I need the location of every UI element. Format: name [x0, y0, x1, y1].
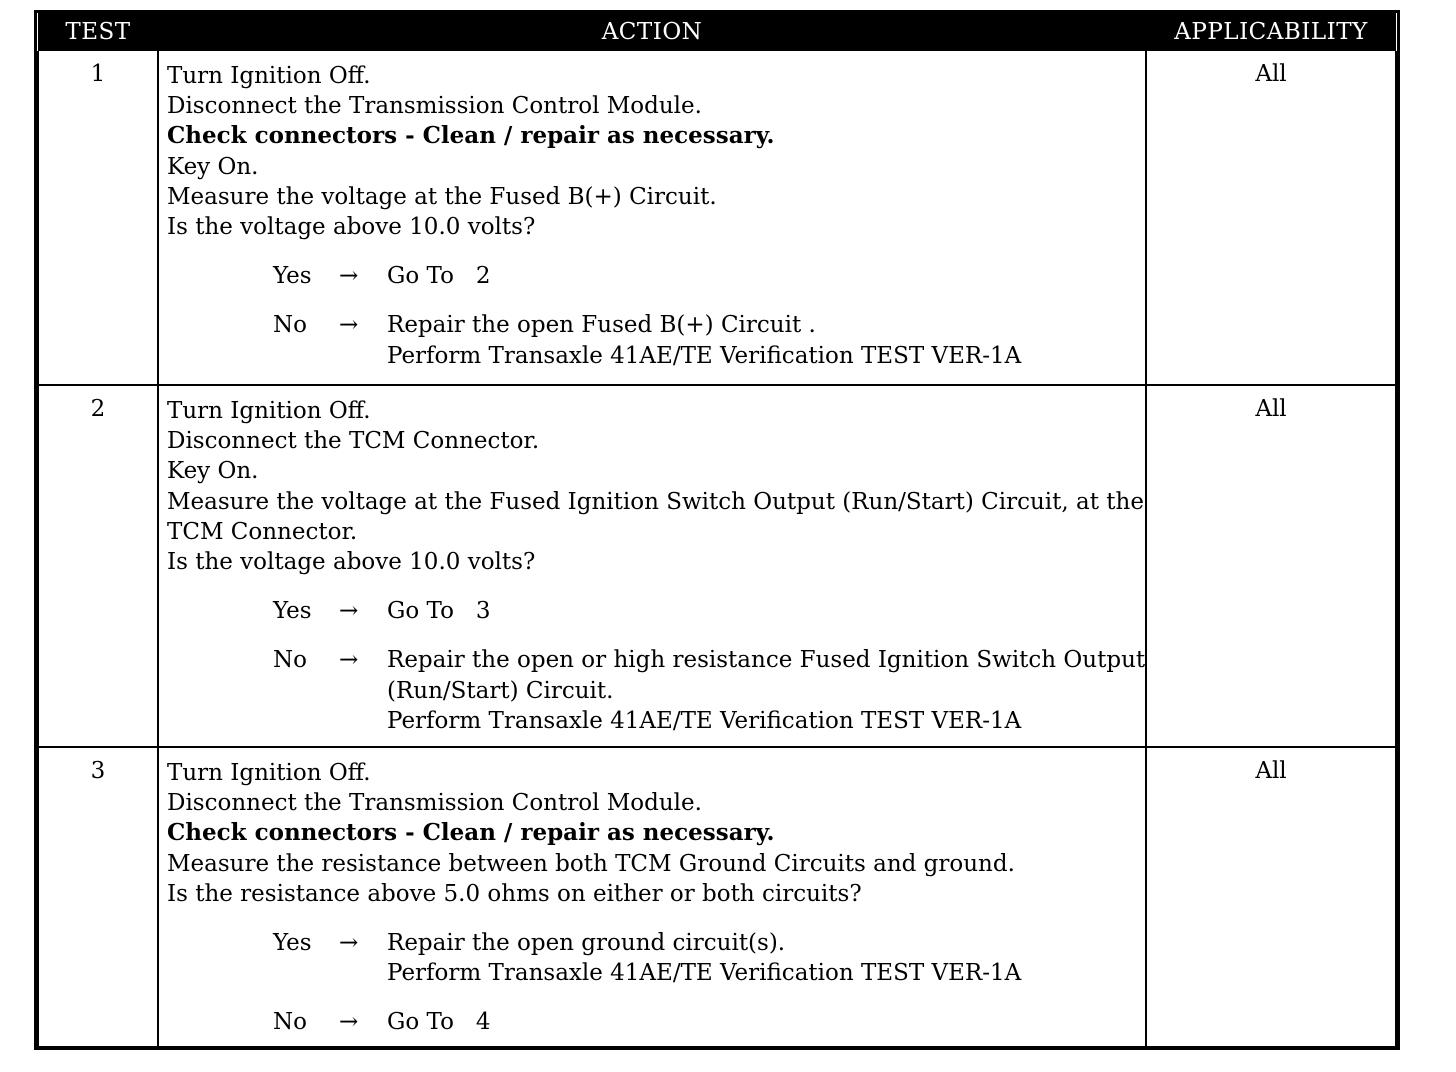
- branch-result: [387, 596, 1139, 626]
- result-text: Go To 2: [387, 263, 491, 290]
- step-text: Measure the voltage at the Fused Ignition Switch Output (Run/Start) Circuit, at the: [167, 488, 1144, 515]
- step-text: Key On.: [167, 458, 259, 485]
- table-row: [38, 747, 1396, 1047]
- step-text-bold: Check connectors - Clean / repair as necessary.: [167, 819, 775, 847]
- branch-answer: No: [273, 312, 307, 339]
- right-arrow-icon: →: [339, 647, 359, 674]
- result-text: Go To 4: [387, 1009, 491, 1036]
- branch-yes: [273, 261, 1139, 291]
- action-cell: [158, 747, 1146, 1047]
- branch-result: [387, 1007, 1139, 1037]
- header-applicability: APPLICABILITY: [1146, 13, 1396, 51]
- test-table: [37, 13, 1397, 1048]
- test-number: 1: [38, 51, 158, 385]
- branch-answer: No: [273, 1009, 307, 1036]
- diagnostic-test-table: [34, 10, 1400, 1050]
- table-row: [38, 51, 1396, 385]
- step-text: Disconnect the Transmission Control Module.: [167, 790, 702, 817]
- branch-no: [273, 310, 1139, 370]
- step-text: Disconnect the Transmission Control Module.: [167, 93, 702, 120]
- step-question: Is the voltage above 10.0 volts?: [167, 214, 536, 241]
- result-text: (Run/Start) Circuit.: [387, 677, 614, 704]
- step-text: Turn Ignition Off.: [167, 760, 371, 786]
- result-text: Perform Transaxle 41AE/TE Verification TEST VER-1A: [387, 960, 1022, 987]
- result-text: Perform Transaxle 41AE/TE Verification TEST VER-1A: [387, 342, 1022, 369]
- step-question: Is the voltage above 10.0 volts?: [167, 549, 536, 576]
- step-text: Turn Ignition Off.: [167, 398, 371, 424]
- applicability-cell: All: [1146, 747, 1396, 1047]
- result-text: Perform Transaxle 41AE/TE Verification TEST VER-1A: [387, 707, 1022, 734]
- step-text: Measure the voltage at the Fused B(+) Circuit.: [167, 183, 717, 210]
- action-cell: [158, 51, 1146, 385]
- right-arrow-icon: →: [339, 598, 359, 625]
- result-text: Repair the open or high resistance Fused Ignition Switch Output: [387, 647, 1146, 674]
- branch-result: [387, 645, 1145, 736]
- test-number: 3: [38, 747, 158, 1047]
- action-cell: [158, 385, 1146, 747]
- right-arrow-icon: →: [339, 263, 359, 290]
- step-text-bold: Check connectors - Clean / repair as necessary.: [167, 122, 775, 150]
- step-text: Measure the resistance between both TCM Ground Circuits and ground.: [167, 850, 1015, 877]
- branch-no: [273, 1007, 1139, 1037]
- header-row: [38, 13, 1396, 51]
- applicability-cell: All: [1146, 51, 1396, 385]
- branch-answer: Yes: [273, 930, 312, 957]
- branch-result: [387, 310, 1139, 370]
- test-number: 2: [38, 385, 158, 747]
- header-test: TEST: [38, 13, 158, 51]
- right-arrow-icon: →: [339, 930, 359, 957]
- branch-no: [273, 645, 1146, 736]
- step-text: Turn Ignition Off.: [167, 63, 371, 89]
- branch-result: [387, 261, 1139, 291]
- branch-answer: No: [273, 647, 307, 674]
- branch-yes: [273, 928, 1139, 988]
- branch-result: [387, 928, 1139, 988]
- result-text: Repair the open Fused B(+) Circuit .: [387, 312, 816, 339]
- branch-answer: Yes: [273, 263, 312, 290]
- branch-answer: Yes: [273, 598, 312, 625]
- result-text: Go To 3: [387, 598, 491, 625]
- branch-yes: [273, 596, 1139, 626]
- step-text: Key On.: [167, 153, 259, 180]
- result-text: Repair the open ground circuit(s).: [387, 930, 786, 957]
- step-text: Disconnect the TCM Connector.: [167, 428, 540, 455]
- right-arrow-icon: →: [339, 312, 359, 339]
- applicability-cell: All: [1146, 385, 1396, 747]
- right-arrow-icon: →: [339, 1009, 359, 1036]
- header-action: ACTION: [158, 13, 1146, 51]
- step-question: Is the resistance above 5.0 ohms on either or both circuits?: [167, 880, 862, 907]
- table-row: [38, 385, 1396, 747]
- step-text: TCM Connector.: [167, 518, 358, 545]
